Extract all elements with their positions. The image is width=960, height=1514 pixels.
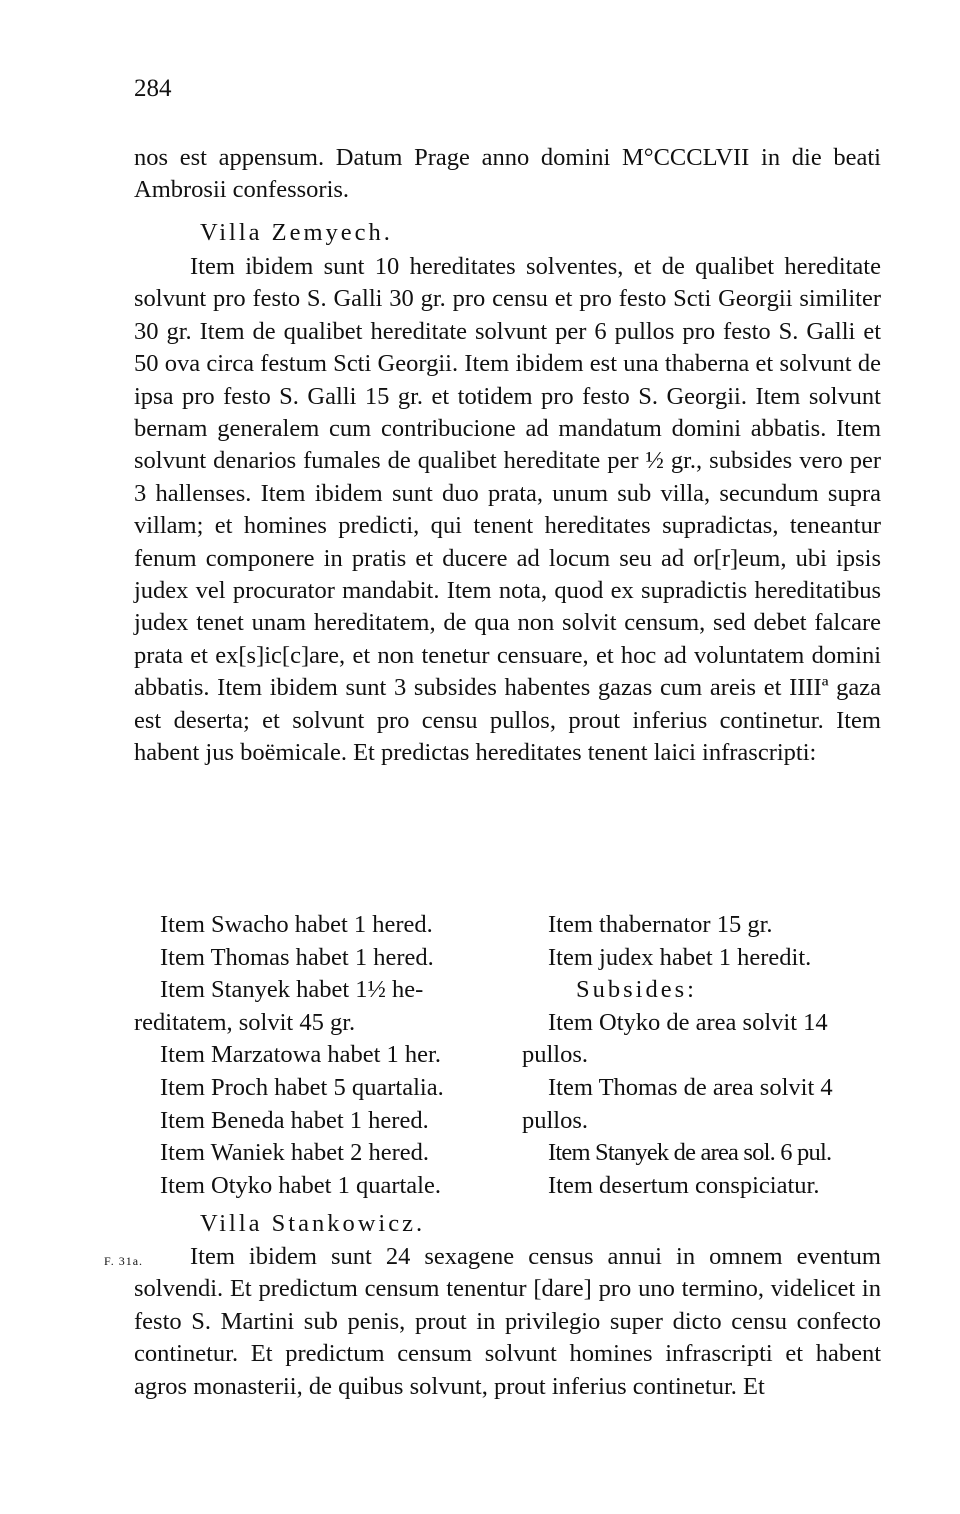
section-body-zemyech [134, 251, 881, 770]
list-item: Item Stanyek habet 1½ he- [160, 976, 424, 1004]
section-body-stankowicz [134, 1241, 881, 1403]
holders-left-column [134, 909, 510, 1202]
section-body-text: Item ibidem sunt 24 sexagene census annui in omnem eventum solvendi. Et predictum censum tenentur [dare] pro uno termino, videlicet in festo S. Martini sub penis, prout in privilegio super dicto censu confecto continetur. Et predictum censum solvunt homines infrascripti et habent agros monasterii, de quibus solvunt, prout inferius continetur. Et [134, 1243, 881, 1400]
intro-text: nos est appensum. Datum Prage anno domini M°CCCLVII in die beati Ambrosii confessoris. [134, 144, 881, 204]
list-item: Item desertum conspiciatur. [548, 1171, 820, 1199]
section-heading-stankowicz: Villa Stankowicz. [200, 1210, 426, 1237]
list-item: Item judex habet 1 heredit. [548, 943, 812, 971]
list-item: Item Swacho habet 1 hered. [160, 911, 433, 938]
list-item: Item Otyko de area solvit 14 [548, 1008, 828, 1036]
list-item: pullos. [522, 1041, 589, 1069]
list-item: Item thabernator 15 gr. [548, 911, 773, 938]
section-body-text: Item ibidem sunt 10 hereditates solventes, et de qualibet hereditate solvunt pro festo S. Galli 30 gr. pro censu et pro festo Scti Georgii similiter 30 gr. Item de qualibet hereditate solvunt per 6 pullos pro festo S. Galli et 50 ova circa festum Scti Georgii. Item ibidem est una thaberna et solvunt de ipsa pro festo S. Galli 15 gr. et totidem pro festo S. Georgii. Item solvunt bernam generalem cum contribucione ad mandatum domini abbatis. Item solvunt denarios fumales de qualibet hereditate per ½ gr., subsides vero per 3 hallenses. Item ibidem sunt duo prata, unum sub villa, secundum supra villam; et homines predicti, qui tenent hereditates supradictas, teneantur fenum componere in pratis et ducere ad locum seu ad or[r]eum, ubi ipsis judex vel procurator mandabit. Item nota, quod ex supradictis hereditatibus judex tenet unam hereditatem, de qua non solvit censum, sed debet falcare prata et ex[s]ic[c]are, et non tenetur censuare, et hoc ad voluntatem domini abbatis. Item ibidem sunt 3 subsides habentes gazas cum areis et IIIIª gaza est deserta; et solvunt pro censu pullos, prout inferius continetur. Item habent jus boëmicale. Et predictas hereditates tenent laici infrascripti: [134, 253, 881, 767]
list-item: Item Marzatowa habet 1 her. [160, 1041, 441, 1069]
list-item: Item Stanyek de area sol. 6 pul. [548, 1139, 832, 1167]
intro-paragraph [134, 142, 881, 207]
list-item: pullos. [522, 1106, 589, 1134]
list-item: Item Thomas de area solvit 4 [548, 1073, 833, 1101]
list-item: reditatem, solvit 45 gr. [134, 1008, 356, 1036]
folio-margin-note: F. 31a. [104, 1254, 144, 1268]
section-heading-zemyech: Villa Zemyech. [200, 219, 393, 246]
subsides-heading: Subsides: [576, 976, 697, 1004]
list-item: Item Otyko habet 1 quartale. [160, 1171, 441, 1199]
list-item: Item Beneda habet 1 hered. [160, 1106, 429, 1134]
list-item: Item Waniek habet 2 hered. [160, 1139, 430, 1167]
page-number: 284 [134, 75, 172, 102]
holders-right-column [522, 909, 882, 1202]
list-item: Item Thomas habet 1 hered. [160, 943, 434, 971]
list-item: Item Proch habet 5 quartalia. [160, 1073, 444, 1101]
